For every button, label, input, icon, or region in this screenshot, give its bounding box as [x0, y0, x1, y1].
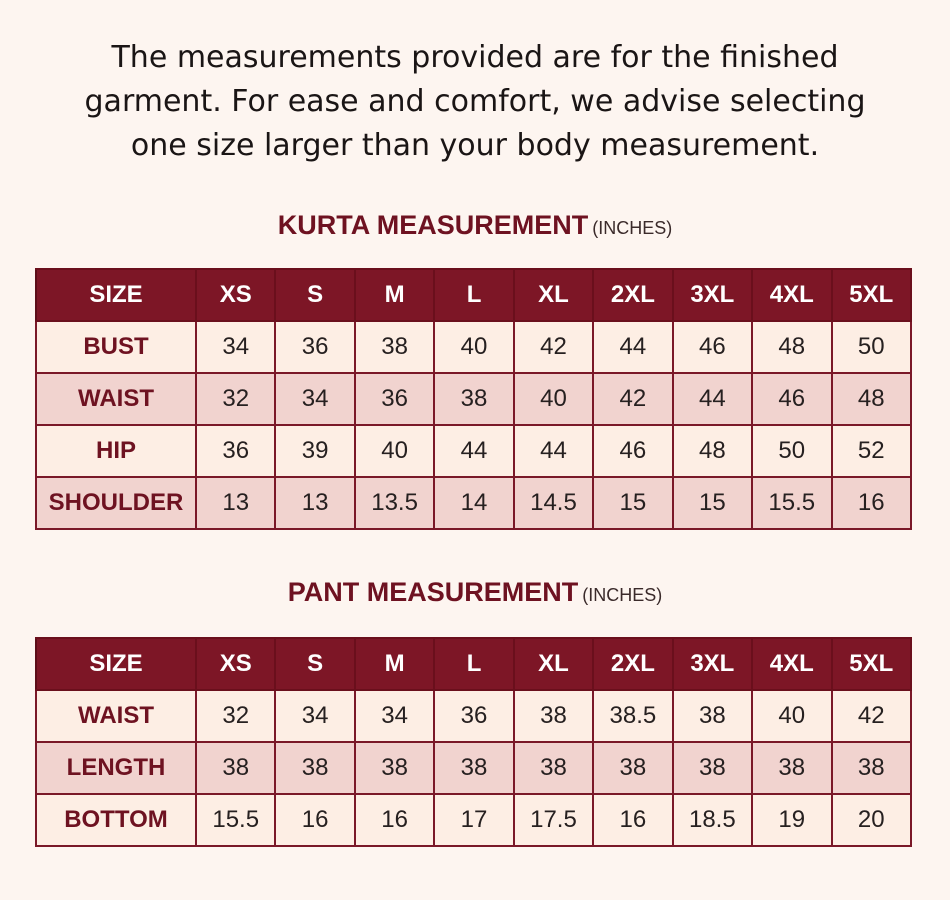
kurta-title-text: KURTA MEASUREMENT [277, 210, 589, 240]
measurement-label: LENGTH [36, 742, 196, 794]
table-row [36, 742, 911, 794]
size-column-header: S [275, 638, 354, 690]
measurement-value: 38 [673, 690, 752, 742]
measurement-value: 38 [434, 373, 513, 425]
size-column-header: L [434, 638, 513, 690]
size-header-cell: SIZE [36, 638, 196, 690]
size-column-header: 5XL [832, 269, 912, 321]
size-column-header: S [275, 269, 354, 321]
size-column-header: L [434, 269, 513, 321]
measurement-value: 50 [832, 321, 912, 373]
measurement-value: 13 [196, 477, 275, 529]
size-column-header: XS [196, 638, 275, 690]
kurta-size-table [35, 268, 912, 530]
table-row [36, 794, 911, 846]
measurement-value: 14.5 [514, 477, 593, 529]
pant-section-title [0, 577, 950, 608]
measurement-value: 38 [514, 690, 593, 742]
size-column-header: 4XL [752, 638, 831, 690]
measurement-value: 52 [832, 425, 912, 477]
size-column-header: M [355, 269, 434, 321]
measurement-value: 32 [196, 690, 275, 742]
measurement-value: 34 [355, 690, 434, 742]
measurement-value: 44 [434, 425, 513, 477]
measurement-value: 15.5 [196, 794, 275, 846]
measurement-value: 38 [752, 742, 831, 794]
pant-unit: (INCHES) [582, 585, 663, 605]
measurement-value: 14 [434, 477, 513, 529]
size-column-header: XL [514, 269, 593, 321]
measurement-value: 40 [355, 425, 434, 477]
measurement-label: BUST [36, 321, 196, 373]
measurement-value: 34 [275, 373, 354, 425]
measurement-value: 15 [593, 477, 672, 529]
size-column-header: 4XL [752, 269, 831, 321]
table-row [36, 477, 911, 529]
intro-line-2: garment. For ease and comfort, we advise selecting [84, 84, 866, 119]
measurement-value: 20 [832, 794, 912, 846]
measurement-value: 17.5 [514, 794, 593, 846]
measurement-value: 44 [673, 373, 752, 425]
measurement-value: 18.5 [673, 794, 752, 846]
measurement-value: 46 [593, 425, 672, 477]
size-header-cell: SIZE [36, 269, 196, 321]
measurement-value: 34 [196, 321, 275, 373]
measurement-value: 50 [752, 425, 831, 477]
size-column-header: 3XL [673, 638, 752, 690]
table-row [36, 373, 911, 425]
measurement-value: 38 [355, 321, 434, 373]
measurement-value: 36 [275, 321, 354, 373]
pant-size-table [35, 637, 912, 847]
table-row [36, 425, 911, 477]
measurement-value: 48 [832, 373, 912, 425]
measurement-value: 38 [434, 742, 513, 794]
measurement-value: 39 [275, 425, 354, 477]
measurement-value: 32 [196, 373, 275, 425]
measurement-value: 13.5 [355, 477, 434, 529]
intro-line-3: one size larger than your body measurement. [130, 128, 820, 163]
measurement-value: 42 [832, 690, 912, 742]
intro-line-1: The measurements provided are for the finished [111, 40, 839, 75]
size-column-header: 2XL [593, 269, 672, 321]
size-column-header: 2XL [593, 638, 672, 690]
measurement-value: 48 [673, 425, 752, 477]
measurement-label: HIP [36, 425, 196, 477]
measurement-value: 40 [434, 321, 513, 373]
size-column-header: M [355, 638, 434, 690]
table-row [36, 690, 911, 742]
measurement-label: WAIST [36, 690, 196, 742]
measurement-value: 16 [275, 794, 354, 846]
measurement-value: 16 [593, 794, 672, 846]
measurement-value: 42 [514, 321, 593, 373]
measurement-label: BOTTOM [36, 794, 196, 846]
measurement-label: WAIST [36, 373, 196, 425]
measurement-value: 46 [673, 321, 752, 373]
measurement-value: 38 [514, 742, 593, 794]
pant-title-text: PANT MEASUREMENT [287, 577, 579, 607]
measurement-label: SHOULDER [36, 477, 196, 529]
measurement-value: 17 [434, 794, 513, 846]
measurement-value: 40 [752, 690, 831, 742]
intro-note [0, 36, 950, 168]
size-column-header: XL [514, 638, 593, 690]
table-header-row [36, 269, 911, 321]
measurement-value: 46 [752, 373, 831, 425]
table-row [36, 321, 911, 373]
measurement-value: 40 [514, 373, 593, 425]
measurement-value: 48 [752, 321, 831, 373]
measurement-value: 42 [593, 373, 672, 425]
kurta-section-title [0, 210, 950, 241]
measurement-value: 38.5 [593, 690, 672, 742]
measurement-value: 38 [196, 742, 275, 794]
measurement-value: 13 [275, 477, 354, 529]
measurement-value: 15 [673, 477, 752, 529]
table-header-row [36, 638, 911, 690]
measurement-value: 36 [434, 690, 513, 742]
measurement-value: 38 [355, 742, 434, 794]
measurement-value: 38 [832, 742, 912, 794]
measurement-value: 44 [593, 321, 672, 373]
kurta-unit: (INCHES) [592, 218, 673, 238]
measurement-value: 36 [196, 425, 275, 477]
measurement-value: 16 [355, 794, 434, 846]
size-column-header: 3XL [673, 269, 752, 321]
measurement-value: 44 [514, 425, 593, 477]
measurement-value: 38 [275, 742, 354, 794]
size-column-header: 5XL [832, 638, 912, 690]
measurement-value: 38 [593, 742, 672, 794]
measurement-value: 36 [355, 373, 434, 425]
measurement-value: 19 [752, 794, 831, 846]
measurement-value: 34 [275, 690, 354, 742]
size-column-header: XS [196, 269, 275, 321]
measurement-value: 16 [832, 477, 912, 529]
measurement-value: 15.5 [752, 477, 831, 529]
measurement-value: 38 [673, 742, 752, 794]
